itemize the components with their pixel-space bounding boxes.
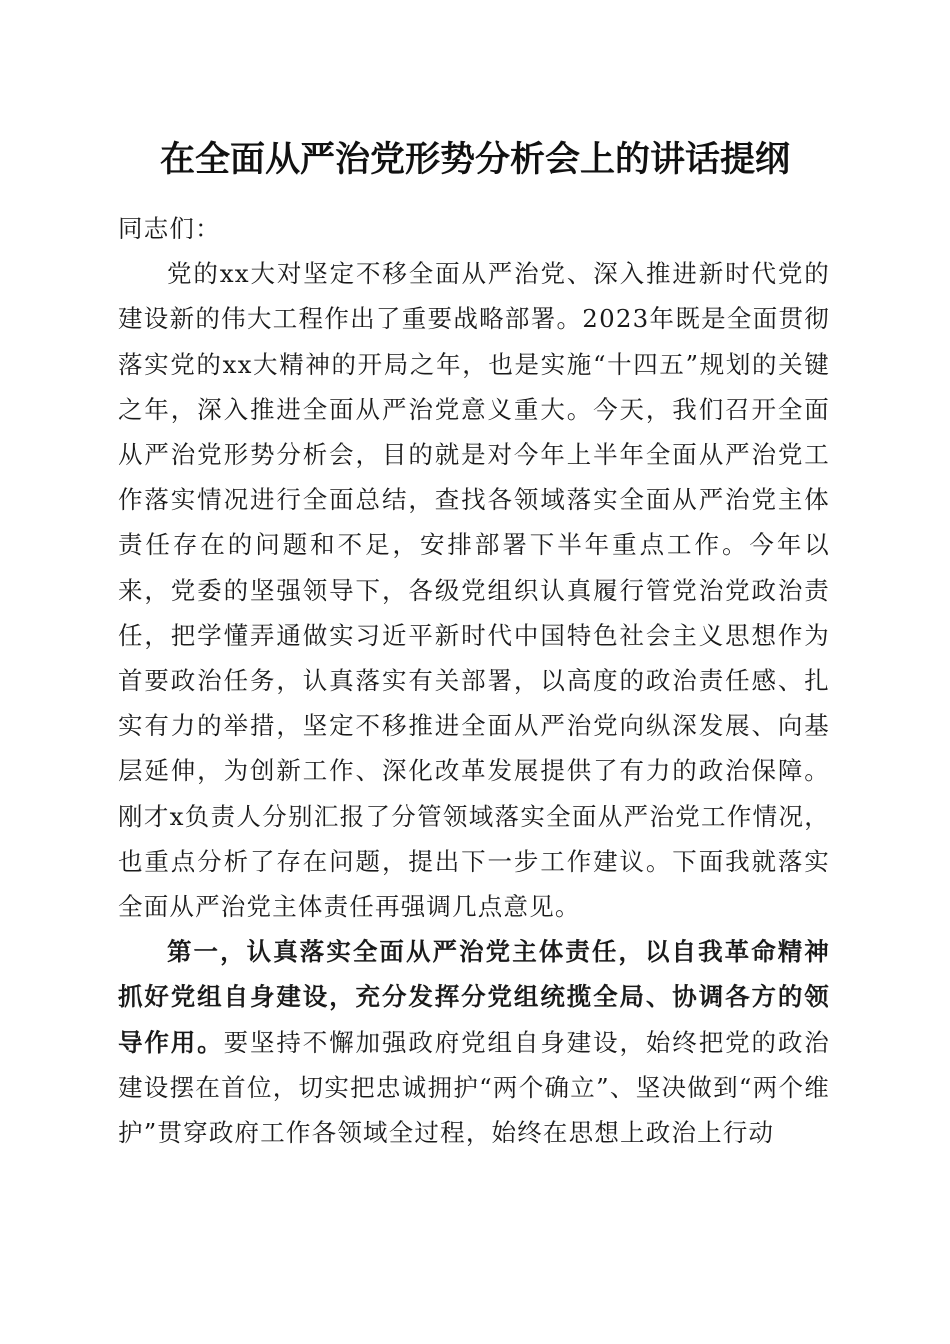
paragraph-first-point: [118, 929, 830, 1155]
salutation: 同志们：: [118, 214, 221, 243]
paragraph-intro: 党的xx大对坚定不移全面从严治党、深入推进新时代党的建设新的伟大工程作出了重要战略部署。2023年既是全面贯彻落实党的xx大精神的开局之年，也是实施“十四五”规划的关键之年，深入推进全面从严治党意义重大。今天，我们召开全面从严治党形势分析会，目的就是对今年上半年全面从严治党工作落实情况进行全面总结，查找各领域落实全面从严治党主体责任存在的问题和不足，安排部署下半年重点工作。今年以来，党委的坚强领导下，各级党组织认真履行管党治党政治责任，把学懂弄通做实习近平新时代中国特色社会主义思想作为首要政治任务，认真落实有关部署，以高度的政治责任感、扎实有力的举措，坚定不移推进全面从严治党向纵深发展、向基层延伸，为创新工作、深化改革发展提供了有力的政治保障。刚才x负责人分别汇报了分管领域落实全面从严治党工作情况，也重点分析了存在问题，提出下一步工作建议。下面我就落实全面从严治党主体责任再强调几点意见。: [118, 259, 830, 922]
document-body: [118, 206, 830, 1155]
first-point-body: 要坚持不懈加强政府党组自身建设，始终把党的政治建设摆在首位，切实把忠诚拥护“两个确立”、坚决做到“两个维护”贯穿政府工作各领域全过程，始终在思想上政治上行动: [118, 1027, 830, 1148]
document-title: 在全面从严治党形势分析会上的讲话提纲: [159, 139, 790, 180]
first-point-heading: 第一，认真落实全面从严治党主体责任，以自我革命精神抓好党组自身建设，充分发挥分党组统揽全局、协调各方的领导作用。: [118, 937, 830, 1057]
